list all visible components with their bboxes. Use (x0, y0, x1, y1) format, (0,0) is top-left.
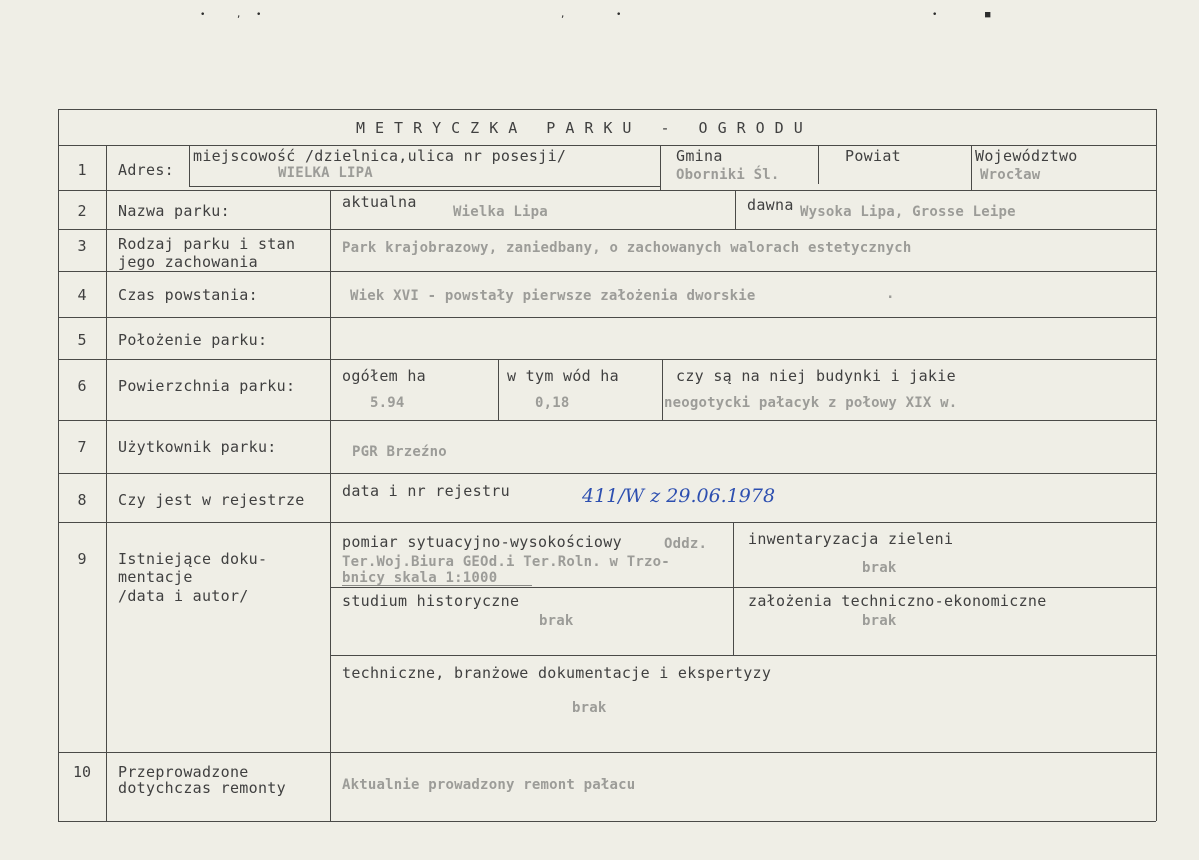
greenery-inventory-label: inwentaryzacja zieleni (748, 530, 954, 548)
buildings-value: neogotycki pałacyk z połowy XIX w. (664, 395, 958, 411)
park-name-label: Nazwa parku: (118, 202, 230, 220)
row-divider (58, 229, 1156, 230)
wojewodztwo-value: Wrocław (980, 167, 1041, 183)
water-area-label: w tym wód ha (507, 367, 619, 385)
docs-label-line2: mentacje (118, 568, 193, 586)
gmina-field-label: Gmina (676, 147, 723, 165)
user-value: PGR Brzeźno (352, 444, 447, 460)
repairs-label-line2: dotychczas remonty (118, 779, 286, 797)
row-number: 4 (77, 286, 87, 304)
row-number: 1 (77, 161, 87, 179)
technical-docs-value: brak (572, 700, 607, 716)
card-title: METRYCZKA PARKU - OGRODU (356, 119, 813, 137)
row-number: 8 (77, 491, 87, 509)
docs-column-divider (733, 522, 734, 655)
locality-field-label: miejscowość /dzielnica,ulica nr posesji/ (193, 147, 567, 165)
row-number: 7 (77, 438, 87, 456)
park-type-label-line2: jego zachowania (118, 253, 258, 271)
current-name-label: aktualna (342, 193, 417, 211)
row-divider (58, 473, 1156, 474)
gmina-divider (660, 145, 661, 190)
former-name-label: dawna (747, 196, 794, 214)
greenery-inventory-value: brak (862, 560, 897, 576)
buildings-label: czy są na niej budynki i jakie (676, 367, 956, 385)
row-number: 10 (72, 763, 92, 781)
water-area-value: 0,18 (535, 395, 570, 411)
creation-time-label: Czas powstania: (118, 286, 258, 304)
outer-right-border (1156, 109, 1157, 821)
dawna-divider (735, 190, 736, 229)
park-type-value: Park krajobrazowy, zaniedbany, o zachowanych walorach estetycznych (342, 240, 912, 256)
creation-time-value: Wiek XVI - powstały pierwsze założenia dworskie (350, 288, 756, 304)
locality-value: WIELKA LIPA (278, 165, 373, 181)
technical-economic-value: brak (862, 613, 897, 629)
register-label: Czy jest w rejestrze (118, 491, 305, 509)
survey-label: pomiar sytuacyjno-wysokościowy (342, 533, 622, 551)
row-divider (58, 190, 1156, 191)
row-number: 3 (77, 237, 87, 255)
address-label-divider (189, 145, 190, 187)
number-column-divider (106, 145, 107, 821)
outer-top-border (58, 109, 1156, 110)
wojewodztwo-field-label: Województwo (975, 147, 1078, 165)
address-underline (190, 186, 660, 187)
creation-time-mark: . (886, 286, 895, 302)
survey-value-line3: bnicy skala 1:1000 (342, 570, 498, 586)
outer-bottom-border (58, 821, 1156, 822)
register-handwritten-entry: 411/W z 29.06.1978 (582, 485, 776, 507)
card-top-specks: • , • , • • ■ (200, 10, 991, 20)
historical-study-value: brak (539, 613, 574, 629)
row-divider (58, 359, 1156, 360)
row-number: 5 (77, 331, 87, 349)
row-divider (58, 271, 1156, 272)
technical-docs-label: techniczne, branżowe dokumentacje i ekspertyzy (342, 664, 772, 682)
historical-study-label: studium historyczne (342, 592, 520, 610)
address-label: Adres: (118, 161, 174, 179)
label-column-divider (330, 190, 331, 821)
row-number: 2 (77, 202, 87, 220)
row-divider (58, 752, 1156, 753)
row-number: 6 (77, 377, 87, 395)
row-divider (58, 420, 1156, 421)
former-name-value: Wysoka Lipa, Grosse Leipe (800, 204, 1016, 220)
docs-divider (330, 587, 1156, 588)
powiat-divider (818, 145, 819, 184)
park-type-label-line1: Rodzaj parku i stan (118, 235, 296, 253)
row-divider (58, 522, 1156, 523)
row-divider (58, 145, 1156, 146)
wojewodztwo-divider (971, 145, 972, 190)
survey-underline (342, 585, 532, 586)
repairs-label-line1: Przeprowadzone (118, 763, 249, 781)
docs-label-line3: /data i autor/ (118, 587, 249, 605)
user-label: Użytkownik parku: (118, 438, 277, 456)
survey-value-line1: Oddz. (664, 536, 708, 552)
docs-label-line1: Istniejące doku- (118, 550, 268, 568)
register-field-label: data i nr rejestru (342, 482, 510, 500)
location-label: Położenie parku: (118, 331, 268, 349)
repairs-value: Aktualnie prowadzony remont pałacu (342, 777, 636, 793)
total-area-value: 5.94 (370, 395, 405, 411)
docs-divider (330, 655, 1156, 656)
technical-economic-label: założenia techniczno-ekonomiczne (748, 592, 1047, 610)
area-label: Powierzchnia parku: (118, 377, 296, 395)
current-name-value: Wielka Lipa (453, 204, 548, 220)
total-area-label: ogółem ha (342, 367, 426, 385)
area-divider (498, 359, 499, 420)
powiat-field-label: Powiat (845, 147, 901, 165)
survey-value-line2: Ter.Woj.Biura GEOd.i Ter.Roln. w Trzo- (342, 554, 670, 570)
gmina-value: Oborniki Śl. (676, 167, 780, 183)
row-number: 9 (77, 550, 87, 568)
water-divider (662, 359, 663, 420)
row-divider (58, 317, 1156, 318)
